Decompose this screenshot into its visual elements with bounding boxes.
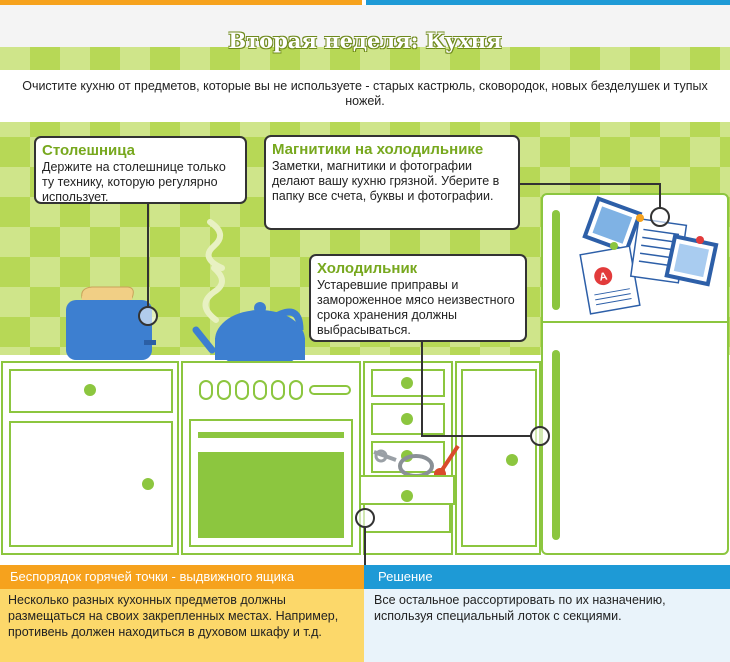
callout-magnets-title: Магнитики на холодильнике bbox=[272, 141, 484, 158]
callout-countertop-title: Столешница bbox=[42, 142, 135, 159]
hotspot-title: Беспорядок горячей точки - выдвижного ящика bbox=[10, 569, 295, 584]
page-title: Вторая неделя: Кухня bbox=[228, 28, 502, 53]
connector-fridge-h bbox=[421, 435, 531, 437]
steam-icon bbox=[205, 222, 222, 320]
callout-fridge-text: Устаревшие приправы и замороженное мясо неизвестного срока хранения должны выбрасываться. bbox=[317, 278, 515, 337]
connector-fridge-v bbox=[421, 340, 423, 436]
callout-magnets-text: Заметки, магнитики и фотографии делают вашу кухню грязной. Уберите в папку все счета, буквы и фотографии. bbox=[272, 159, 500, 203]
connector-magnets-h bbox=[518, 183, 661, 185]
solution-title: Решение bbox=[378, 569, 433, 584]
oven-window-icon bbox=[198, 452, 344, 538]
solution-text: Все остальное рассортировать по их назначению, используя специальный лоток с секциями. bbox=[374, 593, 666, 623]
connector-countertop bbox=[147, 198, 149, 308]
connector-dot-drawer bbox=[355, 508, 375, 528]
connector-magnets-v bbox=[659, 183, 661, 209]
callout-countertop bbox=[34, 136, 247, 204]
callout-fridge bbox=[309, 254, 527, 342]
connector-dot-fridge bbox=[530, 426, 550, 446]
connector-dot-magnets bbox=[650, 207, 670, 227]
connector-dot-countertop bbox=[138, 306, 158, 326]
callout-fridge-title: Холодильник bbox=[317, 260, 418, 277]
intro-text: Очистите кухню от предметов, которые вы не используете - старых кастрюль, сковородок, новых безделушек и тупых ножей. bbox=[22, 79, 708, 108]
callout-countertop-text: Держите на столешнице только ту технику, которую регулярно использует. bbox=[42, 160, 226, 204]
callout-magnets bbox=[264, 135, 520, 230]
connector-drawer-v bbox=[364, 528, 366, 568]
svg-text:A: A bbox=[598, 270, 609, 284]
hotspot-text: Несколько разных кухонных предметов должны размещаться на своих закрепленных местах. Например, противень должен находиться в духовом шкафу и т.д. bbox=[8, 593, 339, 639]
